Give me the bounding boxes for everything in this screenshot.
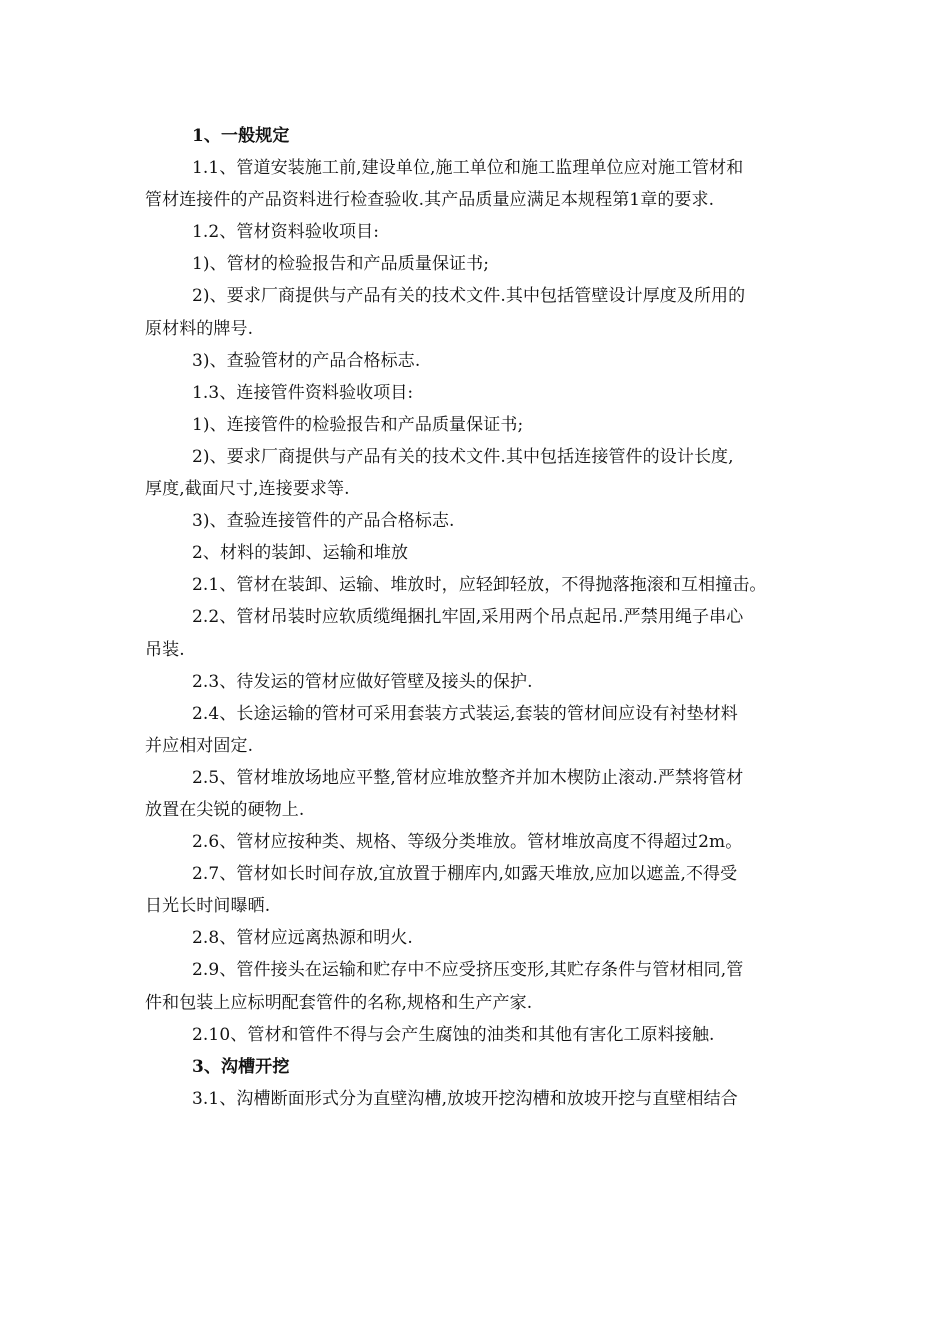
paragraph-line: 1.2、管材资料验收项目: bbox=[192, 222, 380, 243]
paragraph-line: 2.3、待发运的管材应做好管壁及接头的保护. bbox=[192, 671, 533, 692]
paragraph-line: 2.5、管材堆放场地应平整,管材应堆放整齐并加木楔防止滚动.严禁将管材 bbox=[192, 767, 744, 788]
section-heading-3: 3、沟槽开挖 bbox=[192, 1056, 290, 1077]
paragraph-line: 2.6、管材应按种类、规格、等级分类堆放。管材堆放高度不得超过2m。 bbox=[192, 832, 743, 853]
paragraph-line: 吊装. bbox=[145, 639, 185, 660]
paragraph-line: 件和包装上应标明配套管件的名称,规格和生产产家. bbox=[145, 992, 533, 1013]
paragraph-line: 1.1、管道安装施工前,建设单位,施工单位和施工监理单位应对施工管材和 bbox=[192, 158, 744, 179]
paragraph-line: 1)、管材的检验报告和产品质量保证书; bbox=[192, 254, 490, 275]
paragraph-line: 2)、要求厂商提供与产品有关的技术文件.其中包括连接管件的设计长度, bbox=[192, 446, 734, 467]
paragraph-line: 3)、查验管材的产品合格标志. bbox=[192, 350, 421, 371]
paragraph-line: 厚度,截面尺寸,连接要求等. bbox=[145, 479, 350, 500]
paragraph-line: 1)、连接管件的检验报告和产品质量保证书; bbox=[192, 414, 524, 435]
paragraph-line: 2.10、管材和管件不得与会产生腐蚀的油类和其他有害化工原料接触. bbox=[192, 1024, 715, 1045]
paragraph-line: 2.8、管材应远离热源和明火. bbox=[192, 928, 413, 949]
paragraph-line: 2.7、管材如长时间存放,宜放置于棚库内,如露天堆放,应加以遮盖,不得受 bbox=[192, 864, 738, 885]
paragraph-line: 3.1、沟槽断面形式分为直壁沟槽,放坡开挖沟槽和放坡开挖与直壁相结合 bbox=[192, 1088, 738, 1109]
paragraph-line: 放置在尖锐的硬物上. bbox=[145, 799, 305, 820]
paragraph-line: 并应相对固定. bbox=[145, 735, 254, 756]
paragraph-line: 1.3、连接管件资料验收项目: bbox=[192, 382, 414, 403]
paragraph-line: 日光长时间曝晒. bbox=[145, 896, 271, 917]
paragraph-line: 3)、查验连接管件的产品合格标志. bbox=[192, 511, 455, 532]
section-heading-2: 2、材料的装卸、运输和堆放 bbox=[192, 543, 409, 564]
section-heading-1: 1、一般规定 bbox=[192, 126, 290, 146]
paragraph-line: 2.1、管材在装卸、运输、堆放时，应轻卸轻放，不得抛落拖滚和互相撞击。 bbox=[192, 575, 767, 596]
paragraph-line: 2.9、管件接头在运输和贮存中不应受挤压变形,其贮存条件与管材相同,管 bbox=[192, 960, 744, 981]
paragraph-line: 2)、要求厂商提供与产品有关的技术文件.其中包括管壁设计厚度及所用的 bbox=[192, 286, 746, 307]
document-body bbox=[145, 120, 815, 1115]
paragraph-line: 2.4、长途运输的管材可采用套装方式装运,套装的管材间应设有衬垫材料 bbox=[192, 703, 738, 724]
paragraph-line: 管材连接件的产品资料进行检查验收.其产品质量应满足本规程第1章的要求. bbox=[145, 190, 715, 211]
paragraph-line: 原材料的牌号. bbox=[145, 318, 254, 339]
paragraph-line: 2.2、管材吊装时应软质缆绳捆扎牢固,采用两个吊点起吊.严禁用绳子串心 bbox=[192, 607, 744, 628]
